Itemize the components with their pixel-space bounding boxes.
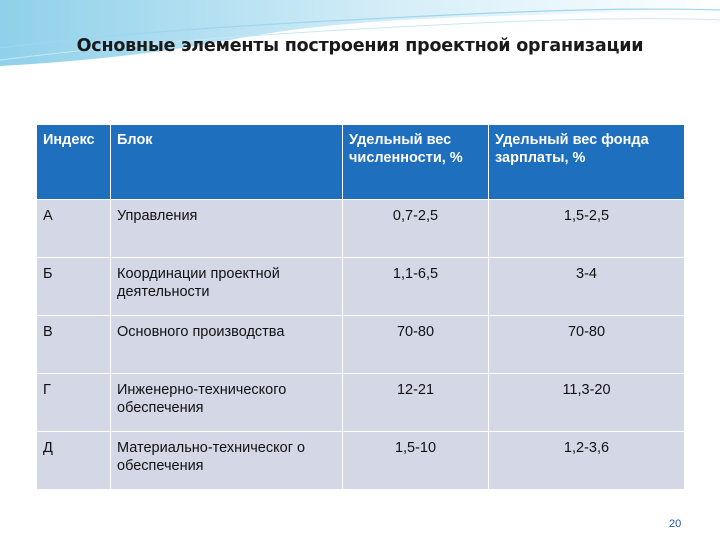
table-row — [37, 432, 685, 490]
cell-index: В — [37, 316, 111, 374]
cell-index: Д — [37, 432, 111, 490]
cell-headcount-share: 12-21 — [343, 374, 489, 432]
cell-headcount-share: 0,7-2,5 — [343, 200, 489, 258]
cell-payroll-share: 11,3-20 — [489, 374, 685, 432]
header-block: Блок — [111, 125, 343, 200]
cell-index: А — [37, 200, 111, 258]
header-payroll-share: Удельный вес фонда зарплаты, % — [489, 125, 685, 200]
page-number: 20 — [669, 518, 682, 530]
cell-payroll-share: 1,2-3,6 — [489, 432, 685, 490]
table-row — [37, 374, 685, 432]
table-header-row — [37, 125, 685, 200]
cell-index: Г — [37, 374, 111, 432]
table-row — [37, 258, 685, 316]
cell-payroll-share: 70-80 — [489, 316, 685, 374]
cell-block: Управления — [111, 200, 343, 258]
decorative-wave — [0, 0, 720, 70]
cell-payroll-share: 3-4 — [489, 258, 685, 316]
elements-table — [36, 124, 685, 490]
cell-payroll-share: 1,5-2,5 — [489, 200, 685, 258]
slide-title: Основные элементы построения проектной организации — [76, 36, 644, 56]
cell-index: Б — [37, 258, 111, 316]
header-index: Индекс — [37, 125, 111, 200]
cell-block: Координации проектной деятельности — [111, 258, 343, 316]
header-headcount-share: Удельный вес численности, % — [343, 125, 489, 200]
cell-block: Материально-техническог о обеспечения — [111, 432, 343, 490]
cell-headcount-share: 70-80 — [343, 316, 489, 374]
cell-block: Инженерно-технического обеспечения — [111, 374, 343, 432]
table-row — [37, 200, 685, 258]
cell-block: Основного производства — [111, 316, 343, 374]
table-row — [37, 316, 685, 374]
cell-headcount-share: 1,5-10 — [343, 432, 489, 490]
cell-headcount-share: 1,1-6,5 — [343, 258, 489, 316]
